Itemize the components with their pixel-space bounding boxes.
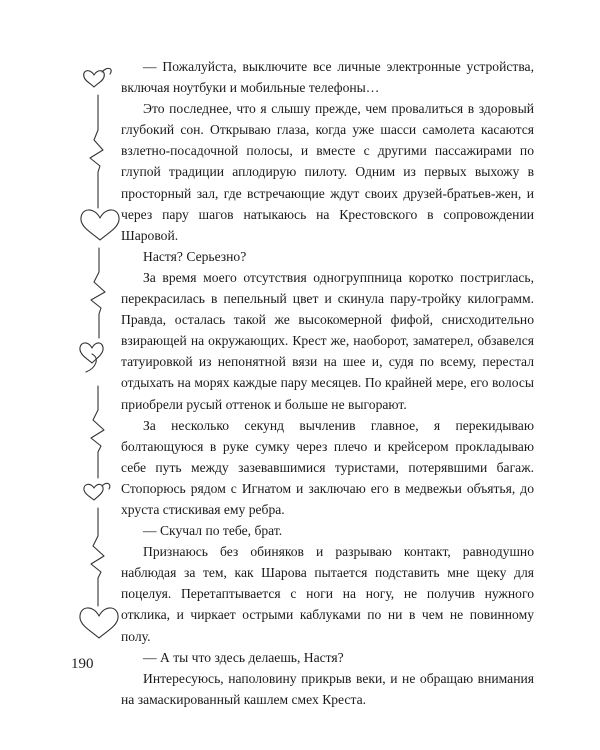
body-text: [121, 56, 534, 710]
heartbeat-line-icon: [91, 386, 104, 478]
heart-icon: [80, 608, 118, 638]
page-number: 190: [71, 656, 94, 672]
heart-icon: [84, 68, 112, 87]
paragraph: За время моего отсутствия одногруппница коротко постриглась, перекрасилась в пепельный цвет и скинула пару-тройку килограмм. Правда, осталась такой же высокомерной фифой, снисходительно взирающей на окружающих. Крест же, наоборот, заматерел, обзавелся татуировкой из непонятной вязи на шее и, судя по всему, перестал отдыхать на морях каждые пару месяцев. По крайней мере, его волосы приобрели русый оттенок и больше не выгорают.: [121, 269, 534, 412]
paragraph: — Пожалуйста, выключите все личные электронные устройства, включая ноутбуки и мобильные телефоны…: [121, 59, 534, 96]
paragraph: Это последнее, что я слышу прежде, чем провалиться в здоровый глубокий сон. Открываю глаза, когда уже шасси самолета касаются взлетно-посадочной полосы, и вместе с другими пассажирами по глупой традиции аплодирую пилоту. Одним из первых выхожу в просторный зал, где встречающие ждут своих друзей-братьев-жен, и через пару шагов натыкаюсь на Крестовского в сопровождении Шаровой.: [121, 101, 534, 243]
heart-icon: [80, 343, 103, 372]
paragraph: За несколько секунд вычленив главное, я перекидываю болтающуюся в руке сумку через плечо и крейсером прокладываю себе путь между зазевавшимися туристами, потерявшими багаж. Стопорюсь рядом с Игнатом и заключаю его в медвежьи объятья, до хруста стискивая ему ребра.: [121, 417, 534, 517]
heart-icon: [84, 483, 110, 500]
paragraph: — Скучал по тебе, брат.: [143, 523, 283, 539]
margin-ornament: [72, 50, 128, 650]
paragraph: Настя? Серьезно?: [143, 248, 247, 264]
heartbeat-line-icon: [91, 248, 105, 338]
heartbeat-line-icon: [90, 95, 103, 208]
paragraph: — А ты что здесь делаешь, Настя?: [143, 649, 344, 665]
heartbeat-line-icon: [91, 508, 104, 606]
heart-icon: [81, 210, 119, 240]
paragraph: Интересуюсь, наполовину прикрыв веки, и не обращаю внимания на замаскированный кашлем смех Креста.: [121, 670, 534, 707]
paragraph: Признаюсь без обиняков и разрываю контакт, равнодушно наблюдая за тем, как Шарова пытается подставить мне щеку для поцелуя. Перетаптывается с ноги на ногу, не получив нужного отклика, и чиркает острыми каблуками по ни в чем не повинному полу.: [121, 544, 534, 644]
